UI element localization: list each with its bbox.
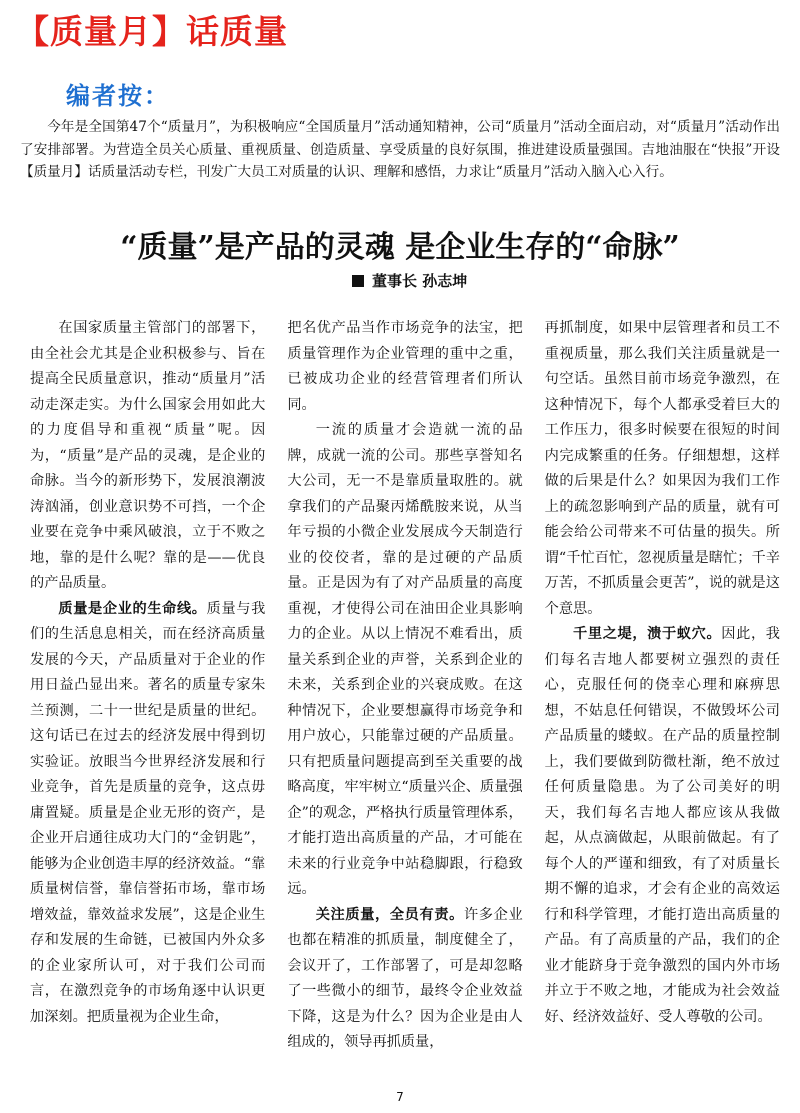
page-number: 7	[396, 1090, 404, 1104]
column-1	[30, 316, 265, 1086]
paragraph: 在国家质量主管部门的部署下，由全社会尤其是企业积极参与、旨在提高全民质量意识，推动“质量月”活动走深走实。为什么国家会用如此大的力度倡导和重视“质量”呢。因为，“质量”是产品的灵魂，是企业的命脉。当今的新形势下，发展浪潮波涛汹涌，创业意识势不可挡，一个企业要在竞争中乘风破浪，立于不败之地，靠的是什么呢？靠的是——优良的产品质量。	[30, 320, 266, 591]
paragraph	[545, 622, 780, 1030]
article-byline	[352, 270, 467, 291]
editor-note-label: 编者按：	[66, 82, 170, 110]
editor-note-text: 今年是全国第47个“质量月”，为积极响应“全国质量月”活动通知精神，公司“质量月”活动全面启动，对“质量月”活动作出了安排部署。为营造全员关心质量、重视质量、创造质量、享受质量的良好氛围，推进建设质量强国。吉地油服在“快报”开设【质量月】话质量活动专栏，刊发广大员工对质量的认识、理解和感悟，力求让“质量月”活动入脑入心入行。	[20, 119, 780, 180]
paragraph	[30, 597, 265, 1031]
paragraph-heading: 千里之堤，溃于蚁穴。	[573, 626, 722, 642]
paragraph-text: 许多企业也都在精准的抓质量，制度健全了，会议开了，工作部署了，可是却忽略了一些微小的细节，最终令企业效益下降，这是为什么？因为企业是由人组成的，领导再抓质量，	[287, 906, 523, 1050]
article-body	[30, 316, 780, 1086]
paragraph	[287, 903, 522, 1056]
paragraph-text: 质量与我们的生活息息相关，而在经济高质量发展的今天，产品质量对于企业的作用日益凸显出来。著名的质量专家朱兰预测，二十一世纪是质量的世纪。这句话已在过去的经济发展中得到切实验证。放眼当今世界经济发展和行业竞争，首先是质量的竞争，这点毋庸置疑。质量是企业无形的资产，是企业开启通往成功大门的“金钥匙”，能够为企业创造丰厚的经济效益。“靠质量树信誉，靠信誉拓市场，靠市场增效益，靠效益求发展”，这是企业生存和发展的生命链，已被国内外众多的企业家所认可，对于我们公司而言，在激烈竞争的市场角逐中认识更加深刻。把质量视为企业生命，	[30, 600, 266, 1025]
byline-square-icon	[352, 275, 364, 287]
paragraph: 再抓制度，如果中层管理者和员工不重视质量，那么我们关注质量就是一句空话。虽然目前市场竞争激烈，在这种情况下，每个人都承受着巨大的工作压力，很多时候要在很短的时间内完成繁重的任务。仔细想想，这样做的后果是什么？如果因为我们工作上的疏忽影响到产品的质量，就有可能会给公司带来不可估量的损失。所谓“千忙百忙，忽视质量是瞎忙；千辛万苦，不抓质量会更苦”，说的就是这个意思。	[544, 320, 780, 617]
paragraph-heading: 关注质量，全员有责。	[315, 906, 464, 923]
byline-text: 董事长 孙志坤	[372, 272, 468, 290]
column-header-tag: 【质量月】话质量	[16, 12, 288, 51]
column-3	[545, 316, 780, 1086]
paragraph-text: 因此，我们每名吉地人都要树立强烈的责任心，克服任何的侥幸心理和麻痹思想，不姑息任何错误，不做毁坏公司产品质量的蝼蚁。在产品的质量控制上，我们要做到防微杜渐，绝不放过任何质量隐患。为了公司美好的明天，我们每名吉地人都应该从我做起，从点滴做起，从眼前做起。有了每个人的严谨和细致，有了对质量长期不懈的追求，才会有企业的高效运行和科学管理，才能打造出高质量的产品。有了高质量的产品，我们的企业才能跻身于竞争激烈的国内外市场并立于不败之地，才能成为社会效益好、经济效益好、受人尊敬的公司。	[544, 626, 780, 1025]
article-title: “质量”是产品的灵魂 是企业生存的“命脉”	[120, 230, 680, 265]
paragraph-heading: 质量是企业的生命线。	[58, 600, 207, 617]
paragraph: 一流的质量才会造就一流的品牌，成就一流的公司。那些享誉知名大公司，无一不是靠质量取胜的。就拿我们的产品聚丙烯酰胺来说，从当年亏损的小微企业发展成今天制造行业的佼佼者，靠的是过硬的产品质量。正是因为有了对产品质量的高度重视，才使得公司在油田企业具影响力的企业。从以上情况不难看出，质量关系到企业的声誉，关系到企业的未来，关系到企业的兴衰成败。在这种情况下，企业要想赢得市场竞争和用户放心，只能靠过硬的产品质量。只有把质量问题提高到至关重要的战略高度，牢牢树立“质量兴企、质量强企”的观念，严格执行质量管理体系，才能打造出高质量的产品，才可能在未来的行业竞争中站稳脚跟，行稳致远。	[287, 422, 523, 897]
paragraph: 把名优产品当作市场竞争的法宝，把质量管理作为企业管理的重中之重，已被成功企业的经营管理者们所认同。	[287, 320, 523, 413]
column-2	[287, 316, 522, 1086]
